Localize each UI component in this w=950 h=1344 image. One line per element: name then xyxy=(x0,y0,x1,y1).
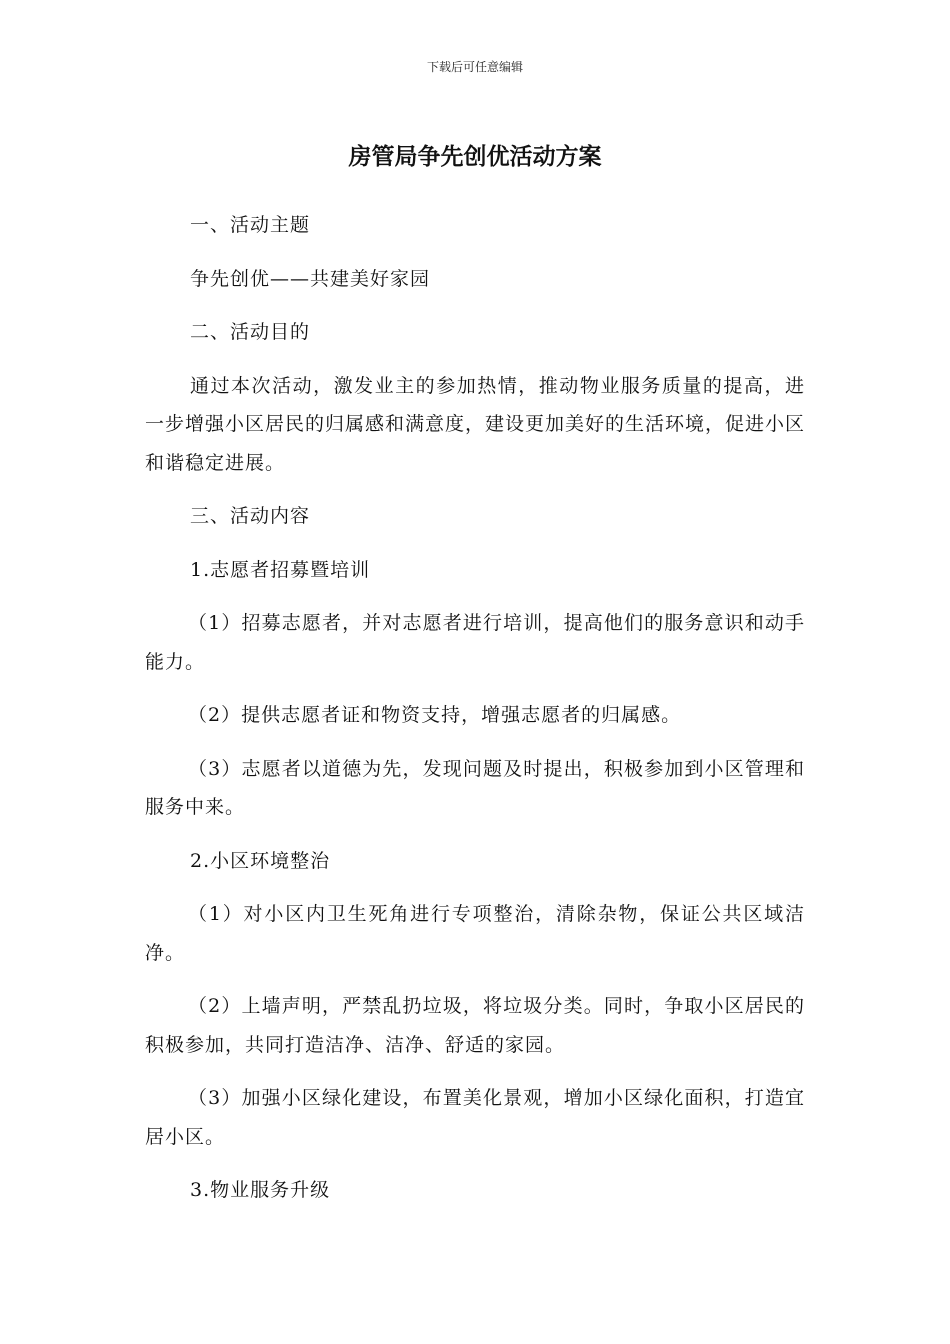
subheading-environment: 2.小区环境整治 xyxy=(190,849,331,872)
environment-item-2: （2）上墙声明，严禁乱扔垃圾，将垃圾分类。同时，争取小区居民的积极参加，共同打造洁净、洁净、舒适的家园。 xyxy=(145,995,805,1056)
section-heading-purpose: 二、活动目的 xyxy=(190,321,311,343)
volunteers-item-3: （3）志愿者以道德为先，发现问题及时提出，积极参加到小区管理和服务中来。 xyxy=(145,757,805,818)
document-title: 房管局争先创优活动方案 xyxy=(348,144,602,170)
purpose-paragraph: 通过本次活动，激发业主的参加热情，推动物业服务质量的提高，进一步增强小区居民的归属感和满意度，建设更加美好的生活环境，促进小区和谐稳定进展。 xyxy=(145,374,806,474)
subheading-property-service: 3.物业服务升级 xyxy=(190,1179,331,1201)
environment-item-1: （1）对小区内卫生死角进行专项整治，清除杂物，保证公共区域洁净。 xyxy=(145,903,805,964)
section-heading-content: 三、活动内容 xyxy=(190,505,311,527)
header-note: 下载后可任意编辑 xyxy=(426,60,523,74)
subheading-volunteers: 1.志愿者招募暨培训 xyxy=(190,558,371,581)
theme-text: 争先创优——共建美好家园 xyxy=(190,267,431,290)
environment-item-3: （3）加强小区绿化建设，布置美化景观，增加小区绿化面积，打造宜居小区。 xyxy=(145,1087,805,1148)
section-heading-theme: 一、活动主题 xyxy=(190,214,311,236)
document-body xyxy=(145,206,805,1225)
volunteers-item-2: （2）提供志愿者证和物资支持，增强志愿者的归属感。 xyxy=(188,704,682,726)
volunteers-item-1: （1）招募志愿者，并对志愿者进行培训，提高他们的服务意识和动手能力。 xyxy=(145,612,805,673)
